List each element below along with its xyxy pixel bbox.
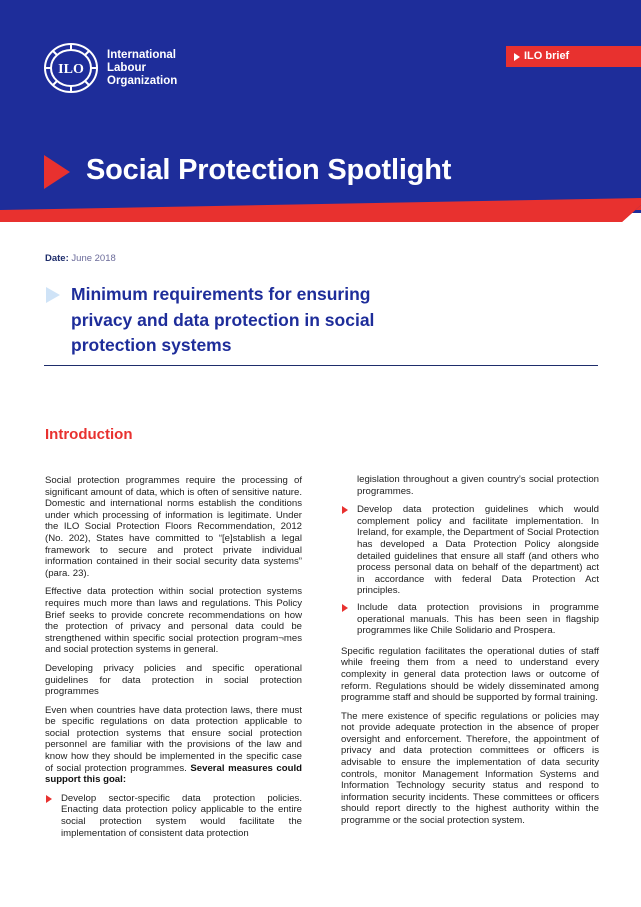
paragraph: Social protection programmes require the processing of significant amount of data, which is often of sensitive nature. Domestic and international norms establish the conditions under which processing of information is legitimate. Under the ILO Social Protection Floors Recommendation, 2012 (No. 202), States have committed to “[e]stablish a legal framework to secure and protect private individual information contained in their social security data systems” (para. 23). — [45, 475, 302, 579]
paragraph: The mere existence of specific regulations or policies may not provide adequate protection in the absence of proper oversight and enforcement. Therefore, the appointment of privacy and data protection committees or officers is advisable to ensure the implementation of data security controls, monitor Management Information Systems and Information Technology security status and respond to information security incidents. These committees or officers should report directly to the highest authority within the programme or the social protection system. — [341, 710, 599, 827]
list-item: Include data protection provisions in programme operational manuals. This has been seen in flagship programmes like Chile Solidario and Prospera. — [341, 602, 599, 637]
banner-background — [0, 0, 641, 222]
divider — [44, 365, 598, 366]
play-arrow-icon — [514, 53, 520, 61]
publication-date: Date: June 2018 — [45, 253, 116, 264]
organization-name: International Labour Organization — [107, 49, 178, 87]
logo-text: ILO — [58, 62, 84, 77]
paragraph: Effective data protection within social protection systems requires much more than laws and regulations. This Policy Brief seeks to provide concrete recommendations on how the protection of privacy and personal data could be strengthened within specific social protection program¬mes and social protection systems in general. — [45, 586, 302, 656]
ilo-brief-tag: ILO brief — [506, 46, 641, 67]
list-item: Develop sector-specific data protection policies. Enacting data protection policy applicable to the entire social protection system would facilitate the implementation of consistent data protection — [45, 793, 302, 839]
left-column — [45, 475, 302, 844]
bullet-arrow-icon — [46, 795, 52, 803]
list-item-continued: legislation throughout a given country’s social protection programmes. — [357, 474, 599, 497]
bullet-arrow-icon — [342, 604, 348, 612]
play-arrow-icon — [44, 155, 70, 189]
section-heading: Introduction — [45, 426, 133, 443]
list-item: Develop data protection guidelines which would complement policy and facilitate implementation. In Ireland, for example, the Department of Social Protection has developed a Data Protection Policy alongside detailed guidelines that ensure all staff (and others who process personal data on behalf of the department) act in accordance with federal Data Protection Act principles. — [341, 504, 599, 597]
paragraph: Specific regulation facilitates the operational duties of staff while freeing them from a need to understand every complexity in general data protection laws or outcome of reform. Regulations should be widely disseminated among programme staff and should be supported by formal training. — [341, 645, 599, 704]
paragraph: Developing privacy policies and specific operational guidelines for data protection in social protection programmes — [45, 662, 302, 698]
page-title: Social Protection Spotlight — [86, 154, 452, 186]
bullet-arrow-icon — [342, 506, 348, 514]
header-banner — [0, 0, 641, 222]
document-subtitle: Minimum requirements for ensuring privacy and data protection in social protection systems — [71, 284, 375, 355]
paragraph: Even when countries have data protection laws, there must be specific regulations on data protection applicable to social protection systems that ensure social protection personnel are familiar with the provisions of the law and know how they should be implemented in the specific case of social protection programmes. Several measures could support this goal: — [45, 704, 303, 786]
play-arrow-icon — [46, 287, 60, 303]
ilo-logo — [42, 42, 100, 94]
right-column — [341, 474, 599, 834]
